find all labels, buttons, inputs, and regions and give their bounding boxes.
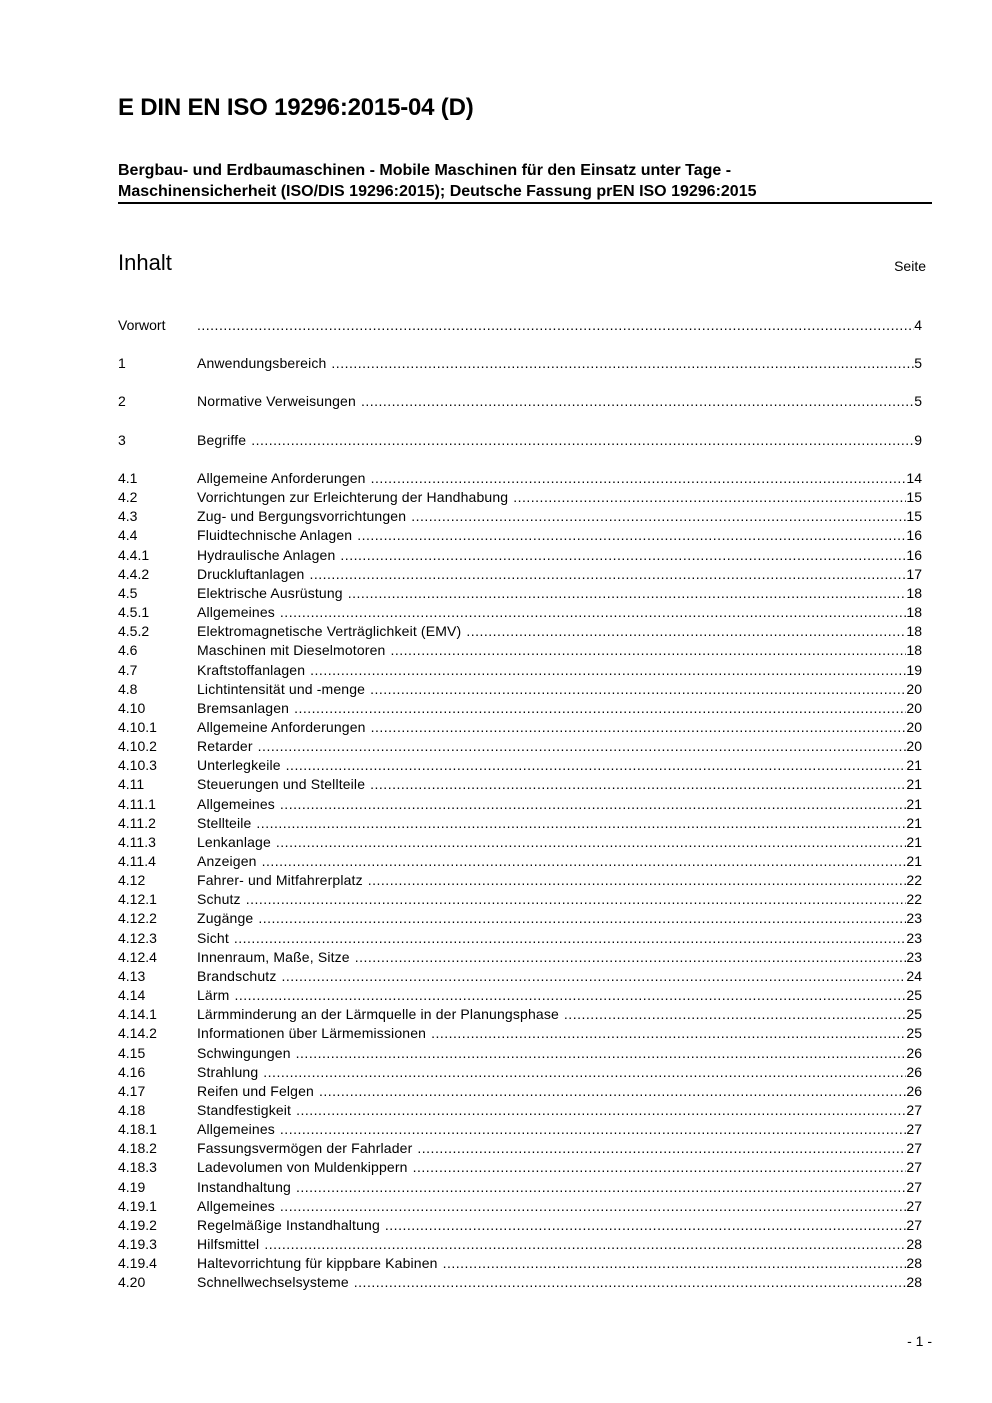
toc-dot-leader — [256, 814, 906, 833]
toc-dot-leader — [280, 795, 907, 814]
toc-entry-number: 4.18.1 — [118, 1121, 157, 1138]
toc-entry-page: 16 — [906, 546, 922, 563]
toc-entry-title: Lichtintensität und -menge — [197, 680, 366, 697]
toc-entry-page: 27 — [906, 1140, 922, 1157]
toc-entry-title: Anzeigen — [197, 853, 257, 869]
toc-entry-body — [197, 603, 922, 622]
toc-entry[interactable] — [118, 718, 922, 737]
toc-entry-body — [197, 1044, 922, 1063]
toc-entry[interactable] — [118, 392, 922, 411]
toc-entry-body — [197, 986, 922, 1005]
toc-entry-page: 28 — [906, 1274, 922, 1291]
toc-entry-page: 28 — [906, 1236, 922, 1252]
toc-entry-title: Allgemeines — [197, 795, 275, 812]
toc-entry-body — [197, 737, 922, 756]
toc-entry[interactable] — [118, 1235, 922, 1254]
toc-entry-page: 25 — [906, 1025, 922, 1042]
toc-entry-title: Strahlung — [197, 1063, 259, 1080]
toc-entry-body — [197, 1120, 922, 1139]
toc-entry-page: 9 — [914, 432, 922, 448]
toc-entry[interactable] — [118, 488, 922, 507]
toc-entry-body — [197, 507, 922, 526]
toc-entry-page: 26 — [906, 1082, 922, 1099]
toc-entry-page: 27 — [906, 1178, 922, 1195]
toc-entry-body — [197, 833, 922, 852]
toc-dot-leader — [513, 488, 906, 507]
toc-entry-title: Stellteile — [197, 814, 252, 831]
toc-entry[interactable] — [118, 1139, 922, 1158]
toc-entry[interactable] — [118, 1273, 922, 1292]
toc-entry-title: Allgemeines — [197, 1197, 275, 1214]
toc-entry-number: 4.18.3 — [118, 1159, 157, 1176]
toc-entry-page: 17 — [906, 565, 922, 582]
toc-entry-page: 27 — [906, 1159, 922, 1176]
toc-entry-number: 4.19 — [118, 1178, 146, 1195]
toc-entry[interactable] — [118, 737, 922, 756]
toc-entry-page: 22 — [906, 872, 922, 889]
toc-entry-body — [197, 622, 922, 641]
toc-entry-title: Allgemeines — [197, 1121, 275, 1138]
toc-entry-body — [197, 1063, 922, 1082]
toc-entry-body — [197, 1273, 922, 1292]
toc-entry-body — [197, 718, 922, 737]
toc-dot-leader — [466, 622, 906, 641]
toc-dot-leader — [319, 1082, 906, 1101]
toc-entry[interactable] — [118, 641, 922, 660]
toc-entry[interactable] — [118, 756, 922, 775]
toc-entry-title: Anwendungsbereich — [197, 355, 327, 371]
toc-entry-body — [197, 1158, 922, 1177]
toc-dot-leader — [309, 565, 906, 584]
toc-entry-number: 4.19.3 — [118, 1236, 157, 1252]
toc-entry-page: 27 — [906, 1216, 922, 1233]
toc-dot-leader — [310, 661, 906, 680]
toc-entry-title: Bremsanlagen — [197, 699, 290, 716]
toc-entry-page: 22 — [906, 891, 922, 908]
toc-dot-leader — [280, 603, 907, 622]
toc-entry[interactable] — [118, 469, 922, 488]
toc-entry-number: 4.14.1 — [118, 1006, 157, 1023]
toc-entry[interactable] — [118, 603, 922, 622]
toc-entry[interactable] — [118, 1197, 922, 1216]
toc-entry[interactable] — [118, 1158, 922, 1177]
toc-entry-title: Kraftstoffanlagen — [197, 661, 306, 678]
toc-dot-leader — [411, 507, 906, 526]
toc-entry-body — [197, 1197, 922, 1216]
toc-dot-leader — [296, 1044, 907, 1063]
toc-entry[interactable] — [118, 929, 922, 948]
toc-entry[interactable] — [118, 1005, 922, 1024]
toc-entry-title: Instandhaltung — [197, 1178, 291, 1195]
toc-dot-leader — [413, 1158, 907, 1177]
toc-entry[interactable] — [118, 1216, 922, 1235]
toc-entry-number: 4.11.3 — [118, 833, 156, 850]
toc-entry-title: Informationen über Lärmemissionen — [197, 1025, 427, 1042]
document-subtitle — [118, 160, 932, 204]
toc-entry-title: Regelmäßige Instandhaltung — [197, 1216, 380, 1233]
toc-entry-page: 15 — [906, 489, 922, 506]
toc-entry-page: 23 — [906, 929, 922, 946]
toc-entry-number: 4.5.1 — [118, 604, 150, 621]
toc-entry-title: Sicht — [197, 929, 229, 946]
toc-entry-page: 28 — [906, 1255, 922, 1272]
toc-entry-page: 20 — [906, 699, 922, 716]
toc-entry-body — [197, 775, 922, 794]
toc-entry-body — [197, 890, 922, 909]
toc-entry-body — [197, 852, 922, 871]
toc-entry-body — [197, 1005, 922, 1024]
toc-entry-number: 4.10.1 — [118, 718, 157, 735]
toc-entry-body — [197, 316, 922, 335]
toc-entry-number: 4.4 — [118, 527, 138, 544]
toc-entry[interactable] — [118, 546, 922, 565]
toc-entry-page: 20 — [906, 680, 922, 697]
toc-entry-title: Lärmminderung an der Lärmquelle in der Planungsphase — [197, 1006, 559, 1023]
toc-entry[interactable] — [118, 699, 922, 718]
toc-entry-page: 26 — [906, 1063, 922, 1080]
toc-entry-title: Maschinen mit Dieselmotoren — [197, 642, 386, 659]
toc-dot-leader — [564, 1005, 907, 1024]
toc-entry-page: 20 — [906, 738, 922, 755]
toc-dot-leader — [197, 316, 914, 335]
toc-entry-title: Fluidtechnische Anlagen — [197, 527, 353, 544]
toc-entry-page: 15 — [906, 508, 922, 525]
toc-entry-body — [197, 565, 922, 584]
toc-entry-number: 4.2 — [118, 489, 138, 506]
toc-entry[interactable] — [118, 775, 922, 794]
toc-entry-body — [197, 795, 922, 814]
toc-entry-body — [197, 1254, 922, 1273]
toc-dot-leader — [340, 546, 906, 565]
toc-entry-number: 4.8 — [118, 680, 138, 697]
toc-entry-title: Schutz — [197, 891, 241, 908]
toc-entry-title: Hilfsmittel — [197, 1236, 260, 1252]
toc-entry-page: 5 — [914, 355, 922, 371]
toc-entry-title: Steuerungen und Stellteile — [197, 776, 366, 793]
toc-entry-title: Druckluftanlagen — [197, 565, 305, 582]
toc-entry-number: 4.19.4 — [118, 1255, 157, 1272]
toc-entry-page: 21 — [906, 833, 922, 850]
toc-entry-number: 4.12.1 — [118, 891, 157, 908]
toc-entry-body — [197, 661, 922, 680]
toc-entry-body — [197, 1235, 922, 1254]
toc-entry-page: 18 — [906, 584, 922, 601]
toc-dot-leader — [234, 929, 907, 948]
toc-entry-title: Innenraum, Maße, Sitze — [197, 948, 350, 965]
toc-dot-leader — [280, 1120, 907, 1139]
toc-entry-title: Ladevolumen von Muldenkippern — [197, 1159, 408, 1176]
contents-heading: Inhalt — [118, 250, 172, 275]
toc-entry[interactable] — [118, 948, 922, 967]
toc-entry-number: 4.16 — [118, 1063, 146, 1080]
toc-entry-number: 4.19.2 — [118, 1216, 157, 1233]
toc-entry-body — [197, 909, 922, 928]
toc-entry-title: Haltevorrichtung für kippbare Kabinen — [197, 1255, 438, 1272]
toc-dot-leader — [235, 986, 907, 1005]
toc-entry-body — [197, 584, 922, 603]
toc-entry-page: 21 — [906, 814, 922, 831]
toc-dot-leader — [443, 1254, 907, 1273]
toc-entry-title: Retarder — [197, 738, 253, 755]
toc-entry[interactable] — [118, 1178, 922, 1197]
toc-entry-body — [197, 1178, 922, 1197]
toc-dot-leader — [368, 871, 907, 890]
toc-entry[interactable] — [118, 795, 922, 814]
toc-entry-page: 25 — [906, 987, 922, 1004]
toc-entry-body — [197, 756, 922, 775]
toc-entry-number: 4.11 — [118, 776, 145, 793]
toc-entry-number: 4.7 — [118, 661, 138, 678]
page-column-label: Seite — [894, 258, 926, 274]
toc-dot-leader — [286, 756, 907, 775]
document-title: E DIN EN ISO 19296:2015-04 (D) — [118, 94, 474, 121]
toc-dot-leader — [361, 392, 914, 411]
toc-entry[interactable] — [118, 1044, 922, 1063]
toc-entry-page: 27 — [906, 1197, 922, 1214]
toc-entry-title: Standfestigkeit — [197, 1101, 292, 1118]
toc-entry-number: 4.11.1 — [118, 795, 156, 812]
toc-entry-page: 19 — [906, 661, 922, 678]
toc-dot-leader — [281, 967, 906, 986]
toc-entry-body — [197, 546, 922, 565]
toc-entry-title: Vorrichtungen zur Erleichterung der Handhabung — [197, 489, 509, 506]
toc-entry[interactable] — [118, 661, 922, 680]
toc-entry-body — [197, 488, 922, 507]
toc-dot-leader — [276, 833, 907, 852]
toc-entry[interactable] — [118, 967, 922, 986]
toc-entry-title: Hydraulische Anlagen — [197, 546, 336, 563]
toc-entry[interactable] — [118, 1082, 922, 1101]
toc-entry-page: 27 — [906, 1121, 922, 1138]
toc-entry-body — [197, 814, 922, 833]
toc-entry[interactable] — [118, 1063, 922, 1082]
toc-entry-number: 4.12 — [118, 872, 146, 889]
toc-entry[interactable] — [118, 1254, 922, 1273]
toc-entry-number: 4.5 — [118, 584, 138, 601]
toc-dot-leader — [251, 431, 914, 450]
toc-entry-title: Fassungsvermögen der Fahrlader — [197, 1140, 413, 1157]
toc-entry-page: 18 — [906, 623, 922, 640]
toc-dot-leader — [354, 1273, 907, 1292]
subtitle-line-1: Bergbau- und Erdbaumaschinen - Mobile Maschinen für den Einsatz unter Tage - — [118, 162, 732, 179]
toc-dot-leader — [258, 909, 906, 928]
toc-entry-body — [197, 641, 922, 660]
toc-entry-page: 25 — [906, 1006, 922, 1023]
toc-entry-page: 18 — [906, 604, 922, 621]
toc-dot-leader — [371, 718, 907, 737]
toc-entry-body — [197, 699, 922, 718]
toc-entry-number: 4.6 — [118, 642, 138, 659]
toc-entry-number: 4.11.2 — [118, 814, 156, 831]
subtitle-line-2: Maschinensicherheit (ISO/DIS 19296:2015); Deutsche Fassung prEN ISO 19296:2015 — [118, 183, 757, 200]
toc-entry-title: Normative Verweisungen — [197, 393, 356, 409]
toc-dot-leader — [390, 641, 906, 660]
toc-entry-number: 4.12.2 — [118, 910, 157, 927]
toc-entry-number: 4.12.3 — [118, 929, 157, 946]
toc-entry[interactable] — [118, 1120, 922, 1139]
toc-entry[interactable] — [118, 1024, 922, 1043]
toc-entry-body — [197, 1024, 922, 1043]
toc-entry-number: 4.11.4 — [118, 853, 156, 869]
toc-entry-title: Schwingungen — [197, 1044, 291, 1061]
toc-entry-number: 4.20 — [118, 1274, 146, 1291]
toc-dot-leader — [246, 890, 907, 909]
toc-dot-leader — [417, 1139, 906, 1158]
toc-entry[interactable] — [118, 431, 922, 450]
toc-entry-number: 3 — [118, 432, 126, 448]
toc-entry-body — [197, 526, 922, 545]
toc-dot-leader — [294, 699, 906, 718]
toc-entry-page: 14 — [906, 470, 922, 486]
toc-entry-number: 4.5.2 — [118, 623, 150, 640]
toc-entry[interactable] — [118, 622, 922, 641]
toc-dot-leader — [355, 948, 907, 967]
toc-entry-number: 4.19.1 — [118, 1197, 157, 1214]
toc-entry[interactable] — [118, 526, 922, 545]
toc-entry-body — [197, 431, 922, 450]
toc-entry-page: 21 — [906, 757, 922, 774]
toc-dot-leader — [258, 737, 907, 756]
toc-entry-number: 4.10 — [118, 699, 146, 716]
toc-entry[interactable] — [118, 909, 922, 928]
toc-dot-leader — [296, 1178, 906, 1197]
toc-entry-page: 5 — [914, 393, 922, 409]
toc-entry-number: 1 — [118, 355, 126, 371]
toc-entry-title: Schnellwechselsysteme — [197, 1274, 349, 1291]
toc-entry[interactable] — [118, 316, 922, 335]
toc-entry-body — [197, 948, 922, 967]
toc-entry-number: 2 — [118, 393, 126, 409]
toc-entry-title: Lärm — [197, 987, 230, 1004]
toc-entry-page: 26 — [906, 1044, 922, 1061]
toc-entry-page: 27 — [906, 1101, 922, 1118]
toc-entry-page: 21 — [906, 776, 922, 793]
toc-entry-body — [197, 1216, 922, 1235]
toc-entry-number: 4.14.2 — [118, 1025, 157, 1042]
toc-dot-leader — [262, 852, 907, 871]
toc-dot-leader — [370, 775, 906, 794]
toc-dot-leader — [348, 584, 907, 603]
toc-entry[interactable] — [118, 814, 922, 833]
toc-entry-title: Begriffe — [197, 432, 247, 448]
toc-entry-body — [197, 1139, 922, 1158]
toc-entry[interactable] — [118, 890, 922, 909]
footer-page-number: - 1 - — [907, 1333, 932, 1349]
toc-entry-page: 21 — [906, 795, 922, 812]
toc-entry-page: 20 — [906, 718, 922, 735]
toc-entry-number: 4.13 — [118, 967, 146, 984]
toc-entry[interactable] — [118, 833, 922, 852]
toc-entry-number: Vorwort — [118, 317, 166, 333]
toc-dot-leader — [263, 1063, 906, 1082]
toc-entry[interactable] — [118, 1101, 922, 1120]
toc-entry-body — [197, 1082, 922, 1101]
toc-dot-leader — [280, 1197, 907, 1216]
toc-entry-title: Elektromagnetische Verträglichkeit (EMV) — [197, 623, 462, 640]
toc-entry-body — [197, 680, 922, 699]
toc-entry[interactable] — [118, 680, 922, 699]
toc-entry-body — [197, 469, 922, 488]
toc-entry-page: 21 — [906, 853, 922, 869]
toc-entry-body — [197, 1101, 922, 1120]
toc-entry-title: Brandschutz — [197, 967, 277, 984]
toc-entry-page: 18 — [906, 642, 922, 659]
toc-dot-leader — [431, 1024, 906, 1043]
toc-entry-title: Allgemeine Anforderungen — [197, 470, 366, 486]
toc-dot-leader — [370, 680, 906, 699]
toc-entry-page: 23 — [906, 948, 922, 965]
toc-entry-title: Allgemeines — [197, 604, 275, 621]
toc-entry-number: 4.17 — [118, 1082, 146, 1099]
toc-entry-title: Unterlegkeile — [197, 757, 281, 774]
toc-entry-number: 4.3 — [118, 508, 138, 525]
toc-entry-number: 4.1 — [118, 470, 138, 486]
toc-entry-number: 4.10.2 — [118, 738, 157, 755]
toc-entry-number: 4.4.1 — [118, 546, 150, 563]
toc-dot-leader — [357, 526, 906, 545]
toc-entry-title: Lenkanlage — [197, 833, 271, 850]
toc-dot-leader — [331, 354, 914, 373]
toc-entry-number: 4.14 — [118, 987, 146, 1004]
toc-entry[interactable] — [118, 565, 922, 584]
toc-entry-number: 4.12.4 — [118, 948, 157, 965]
toc-entry[interactable] — [118, 852, 922, 871]
toc-entry-body — [197, 871, 922, 890]
toc-entry-body — [197, 929, 922, 948]
toc-entry-page: 23 — [906, 910, 922, 927]
toc-entry-number: 4.18 — [118, 1101, 146, 1118]
toc-entry-body — [197, 967, 922, 986]
toc-entry-body — [197, 354, 922, 373]
toc-entry-title: Fahrer- und Mitfahrerplatz — [197, 872, 363, 889]
toc-entry-title: Allgemeine Anforderungen — [197, 718, 366, 735]
toc-entry-title: Zug- und Bergungsvorrichtungen — [197, 508, 407, 525]
toc-entry[interactable] — [118, 871, 922, 890]
toc-dot-leader — [371, 469, 907, 488]
toc-entry-body — [197, 392, 922, 411]
toc-entry-page: 4 — [914, 317, 922, 333]
toc-entry[interactable] — [118, 354, 922, 373]
toc-dot-leader — [385, 1216, 907, 1235]
toc-entry-number: 4.15 — [118, 1044, 146, 1061]
toc-dot-leader — [264, 1235, 906, 1254]
toc-entry-title: Elektrische Ausrüstung — [197, 584, 343, 601]
toc-entry-number: 4.10.3 — [118, 757, 157, 774]
toc-entry-number: 4.18.2 — [118, 1140, 157, 1157]
toc-entry[interactable] — [118, 584, 922, 603]
toc-entry[interactable] — [118, 507, 922, 526]
toc-entry-title: Reifen und Felgen — [197, 1082, 314, 1099]
toc-entry-title: Zugänge — [197, 910, 254, 927]
toc-dot-leader — [296, 1101, 906, 1120]
toc-entry-number: 4.4.2 — [118, 565, 150, 582]
toc-entry-page: 24 — [906, 967, 922, 984]
toc-entry[interactable] — [118, 986, 922, 1005]
toc-entry-page: 16 — [906, 527, 922, 544]
